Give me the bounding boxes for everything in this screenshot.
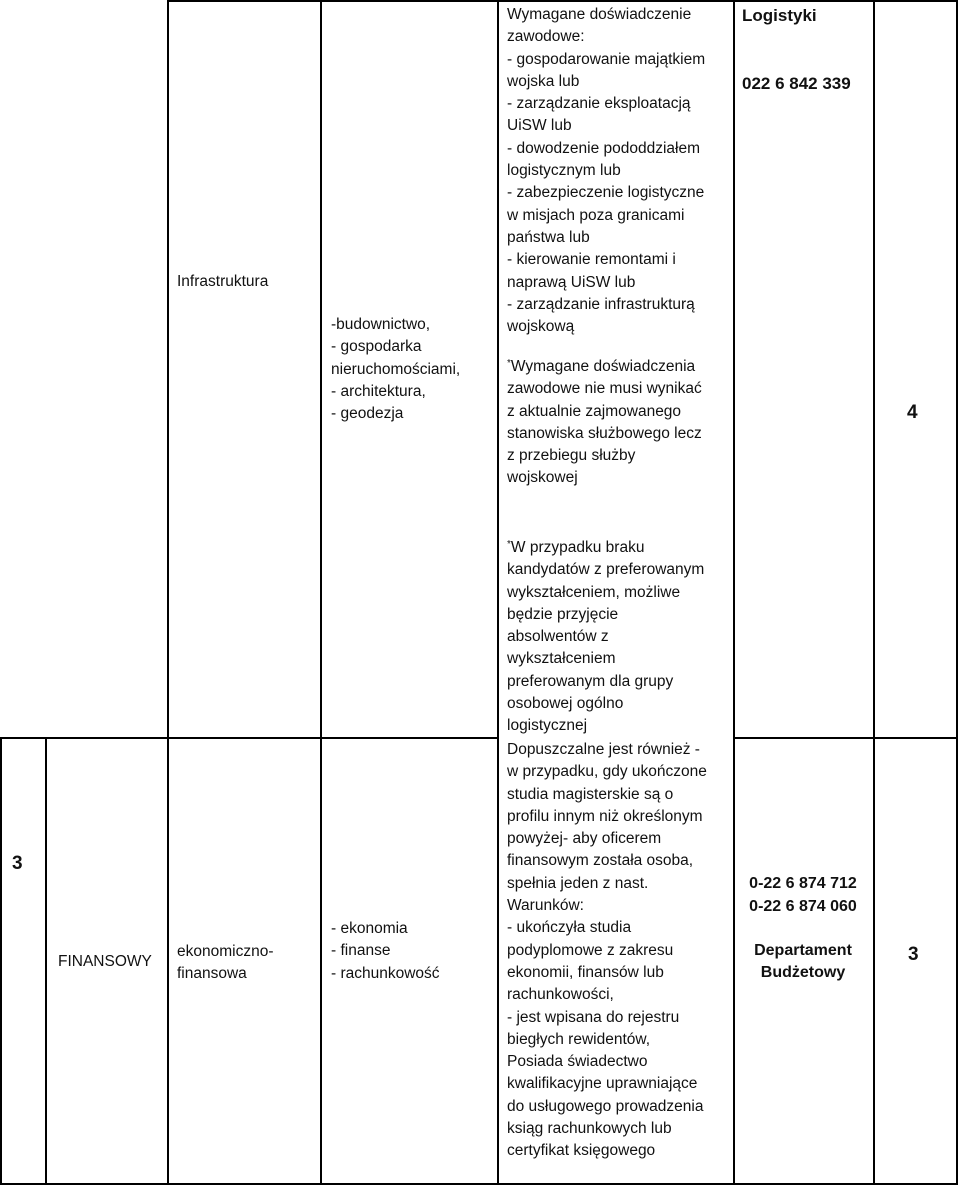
col-border-7 <box>956 0 958 1185</box>
row1-note-text: Wymagane doświadczenia zawodowe nie musi wynikać z aktualnie zajmowanego stanowiska służbowego lecz z przebiegu służby wojskowej <box>507 358 702 487</box>
row2-rules: Dopuszczalne jest również - w przypadku, gdy ukończone studia magisterskie są o profilu innym niż określonym powyżej- aby oficerem finansowym została osoba, spełnia jeden z nast. Warunków: - ukończyła studia podyplomowe z zakresu ekonomii, finansów lub rachunkowości, - jest wpisana do rejestru biegłych rewidentów, Posiada świadectwo kwalifikacyjne uprawniające do usługowego prowadzenia ksiąg rachunkowych lub certyfikat księgowego <box>507 741 707 1160</box>
row2-note-marker: * <box>507 539 511 550</box>
row1-contact-title: Logistyki <box>742 6 817 25</box>
row2-phone-2: 0-22 6 874 060 <box>749 898 857 915</box>
col-border-0 <box>0 737 2 1185</box>
row2-note <box>507 537 731 738</box>
row2-department-name: Departament Budżetowy <box>754 942 852 982</box>
row2-lp: 3 <box>12 853 23 874</box>
row1-contact-phone: 022 6 842 339 <box>742 74 851 93</box>
col-border-6 <box>873 0 875 1185</box>
col-border-2 <box>167 0 169 1185</box>
row1-requirements: Wymagane doświadczenie zawodowe: - gospodarowanie majątkiem wojska lub - zarządzanie eksploatacją UiSW lub - dowodzenie pododdziałem logistycznym lub - zabezpieczenie logistyczne w misjach poza granicami państwa lub - kierowanie remontami i naprawą UiSW lub - zarządzanie infrastrukturą wojskową <box>507 6 706 336</box>
row2-specialties: - ekonomia - finanse - rachunkowość <box>331 920 440 982</box>
table-bottom-border <box>0 1183 958 1185</box>
row1-department: Infrastruktura <box>177 273 269 290</box>
row1-count: 4 <box>907 402 918 423</box>
row1-note <box>507 356 731 490</box>
row2-group: FINANSOWY <box>58 953 152 970</box>
col-border-5 <box>733 0 735 1185</box>
col-border-3 <box>320 0 322 1185</box>
row2-field: ekonomiczno- finansowa <box>177 943 274 983</box>
col-border-1 <box>45 737 47 1185</box>
row1-specialties: -budownictwo, - gospodarka nieruchomościami, - architektura, - geodezja <box>331 316 461 423</box>
row1-note-marker: * <box>507 358 511 369</box>
col-border-4 <box>497 0 499 1185</box>
table-top-border <box>167 0 958 2</box>
row2-note-text: W przypadku braku kandydatów z preferowanym wykształceniem, możliwe będzie przyjęcie absolwentów z wykształceniem preferowanym dla grupy osobowej ogólno logistycznej <box>507 539 705 735</box>
row2-count: 3 <box>908 944 919 965</box>
row-divider <box>0 737 498 739</box>
row2-phone-1: 0-22 6 874 712 <box>749 875 857 892</box>
row-divider-right <box>734 737 958 739</box>
